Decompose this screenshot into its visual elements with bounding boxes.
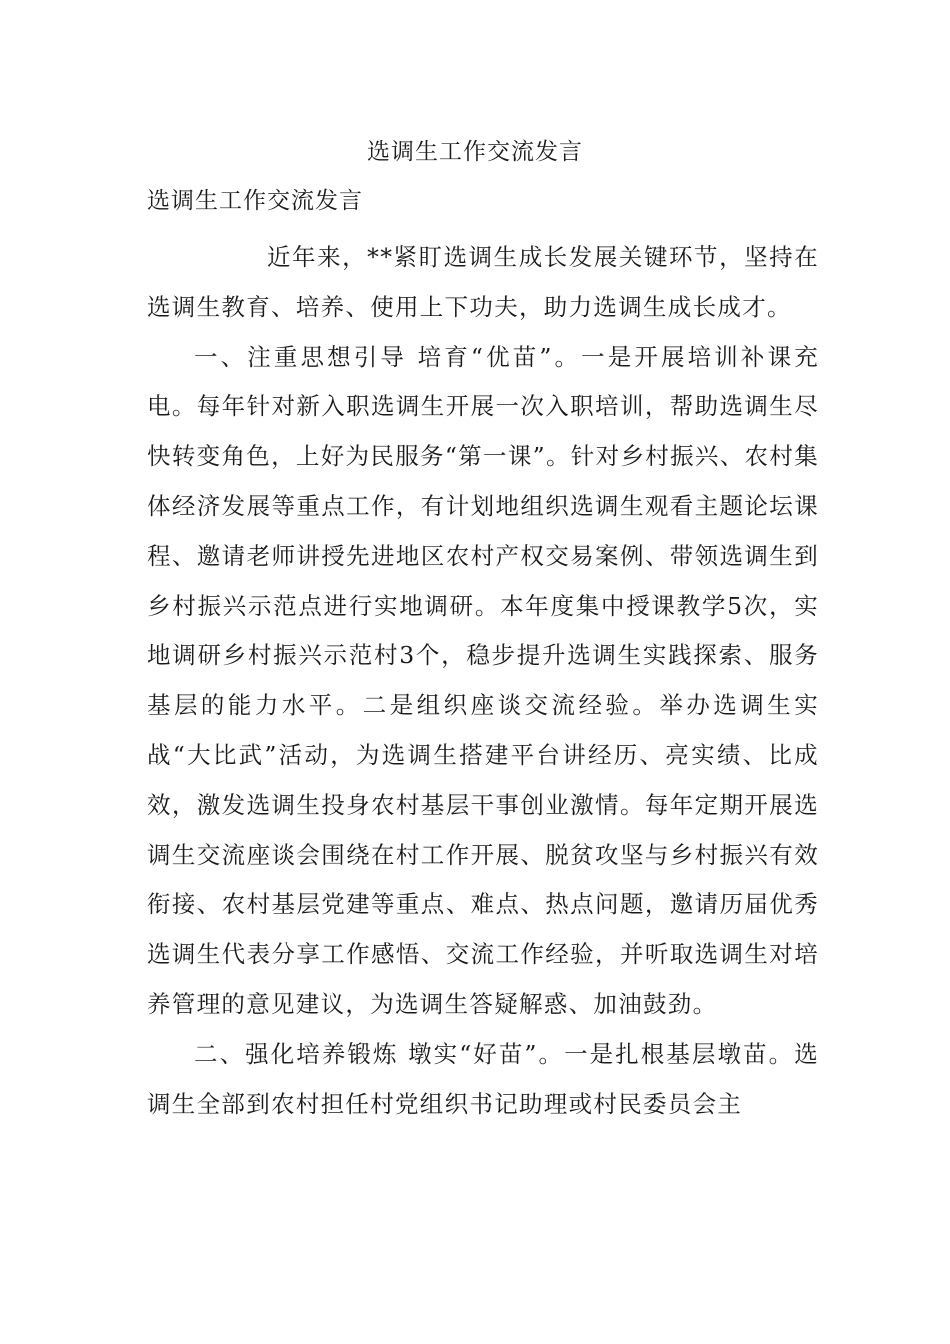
paragraph-intro: 近年来，**紧盯选调生成长发展关键环节，坚持在选调生教育、培养、使用上下功夫，助力选调生成长成才。 xyxy=(147,243,819,321)
document-title: 选调生工作交流发言 xyxy=(367,139,583,165)
document-subtitle: 选调生工作交流发言 xyxy=(147,188,363,214)
document-body xyxy=(147,233,819,1129)
paragraph-section-one: 一、注重思想引导 培育“优苗”。一是开展培训补课充电。每年针对新入职选调生开展一次入职培训，帮助选调生尽快转变角色，上好为民服务“第一课”。针对乡村振兴、农村集体经济发展等重点工作，有计划地组织选调生观看主题论坛课程、邀请老师讲授先进地区农村产权交易案例、带领选调生到乡村振兴示范点进行实地调研。本年度集中授课教学5次，实地调研乡村振兴示范村3个，稳步提升选调生实践探索、服务基层的能力水平。二是组织座谈交流经验。举办选调生实战“大比武”活动，为选调生搭建平台讲经历、亮实绩、比成效，激发选调生投身农村基层干事创业激情。每年定期开展选调生交流座谈会围绕在村工作开展、脱贫攻坚与乡村振兴有效衔接、农村基层党建等重点、难点、热点问题，邀请历届优秀选调生代表分享工作感悟、交流工作经验，并听取选调生对培养管理的意见建议，为选调生答疑解惑、加油鼓劲。 xyxy=(147,342,819,1018)
paragraph-section-two: 二、强化培养锻炼 墩实“好苗”。一是扎根基层墩苗。选调生全部到农村担任村党组织书记助理或村民委员会主 xyxy=(147,1039,819,1118)
